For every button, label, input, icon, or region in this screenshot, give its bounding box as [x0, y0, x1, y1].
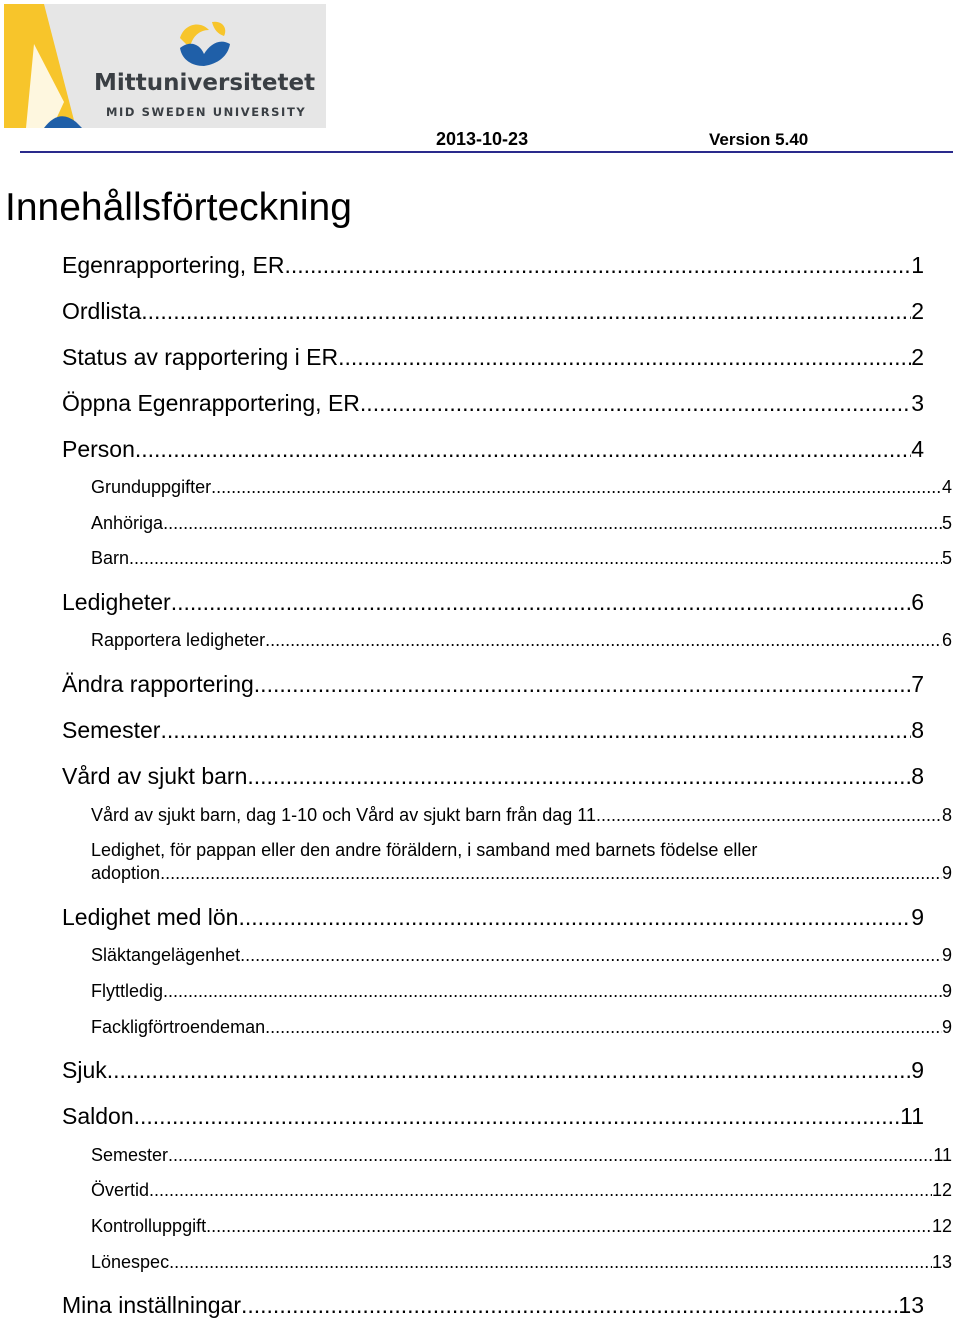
toc-entry-page: 12	[931, 1180, 952, 1200]
toc-entry-title: Barn	[91, 548, 130, 568]
toc-entry-title: Kontrolluppgift	[91, 1216, 207, 1236]
toc-entry-page: 13	[931, 1252, 952, 1272]
toc-leader-dots	[238, 904, 911, 931]
toc-leader-dots	[107, 1057, 911, 1084]
toc-entry-page: 6	[911, 589, 924, 615]
toc-entry-title: Flyttledig	[91, 981, 164, 1001]
toc-entry-page: 7	[911, 671, 924, 697]
toc-entry-page: 8	[911, 717, 924, 743]
toc-subentry[interactable]	[91, 1017, 952, 1038]
toc-entry-title: Status av rapportering i ER	[62, 344, 339, 370]
toc-entry-title: Saldon	[62, 1103, 134, 1129]
page-title: Innehållsförteckning	[5, 186, 352, 229]
toc-entry-title: Vård av sjukt barn	[62, 763, 248, 789]
toc-entry-page: 3	[911, 390, 924, 416]
toc-subentry[interactable]	[91, 1180, 952, 1201]
toc-entry[interactable]	[62, 1057, 924, 1084]
toc-subentry[interactable]	[91, 1216, 952, 1237]
toc-entry-title: Fackligförtroendeman	[91, 1017, 266, 1037]
toc-entry-title: Ledighet med lön	[62, 904, 239, 930]
toc-entry-title: Övertid	[91, 1180, 150, 1200]
toc-entry[interactable]	[62, 344, 924, 371]
toc-leader-dots	[596, 805, 942, 826]
header-divider	[20, 151, 953, 153]
toc-subentry[interactable]	[91, 805, 952, 826]
toc-leader-dots	[165, 863, 942, 884]
toc-entry-title: adoption.	[91, 863, 166, 883]
toc-leader-dots	[284, 252, 911, 279]
toc-leader-dots	[134, 1103, 900, 1130]
toc-entry-page: 5	[941, 513, 952, 533]
toc-leader-dots	[169, 1252, 932, 1273]
toc-subentry-title-line1[interactable]: Ledighet, för pappan eller den andre föräldern, i samband med barnets födelse eller	[91, 840, 758, 860]
toc-entry[interactable]	[62, 298, 924, 325]
toc-leader-dots	[163, 513, 942, 534]
toc-entry-title: Öppna Egenrapportering, ER	[62, 390, 360, 416]
toc-entry-page: 4	[941, 477, 952, 497]
logo-name: Mittuniversitetet	[94, 70, 316, 96]
toc-leader-dots	[168, 1145, 933, 1166]
toc-entry-title: Släktangelägenhet	[91, 945, 241, 965]
toc-entry[interactable]	[62, 1103, 924, 1130]
toc-leader-dots	[135, 436, 911, 463]
toc-entry-page: 11	[933, 1145, 952, 1165]
toc-entry-page: 9	[941, 945, 952, 965]
toc-entry-title: Ledigheter	[62, 589, 171, 615]
toc-entry-page: 2	[911, 344, 924, 370]
toc-leader-dots	[141, 298, 911, 325]
toc-leader-dots	[265, 630, 942, 651]
toc-entry-title: Sjuk	[62, 1057, 107, 1083]
toc-entry-title: Semester	[91, 1145, 169, 1165]
toc-leader-dots	[163, 981, 942, 1002]
toc-entry-page: 4	[911, 436, 924, 462]
toc-subentry[interactable]	[91, 513, 952, 534]
toc-subentry[interactable]	[91, 548, 952, 569]
toc-leader-dots	[149, 1180, 932, 1201]
toc-entry-page: 9	[911, 904, 924, 930]
toc-entry-title: Rapportera ledigheter	[91, 630, 266, 650]
toc-entry-page: 2	[911, 298, 924, 324]
toc-entry-title: Person	[62, 436, 135, 462]
toc-leader-dots	[241, 1292, 898, 1319]
toc-subentry[interactable]	[91, 863, 952, 884]
toc-entry-page: 5	[941, 548, 952, 568]
toc-entry-page: 9	[941, 863, 952, 883]
toc-entry[interactable]	[62, 390, 924, 417]
header-date: 2013-10-23	[436, 129, 529, 149]
toc-entry-title: Anhöriga	[91, 513, 164, 533]
toc-leader-dots	[206, 1216, 932, 1237]
toc-subentry[interactable]	[91, 1145, 952, 1166]
toc-entry-page: 8	[911, 763, 924, 789]
logo-subtitle: MID SWEDEN UNIVERSITY	[106, 105, 307, 119]
toc-leader-dots	[254, 671, 911, 698]
toc-entry[interactable]	[62, 763, 924, 790]
toc-subentry[interactable]	[91, 981, 952, 1002]
toc-subentry[interactable]	[91, 477, 952, 498]
toc-leader-dots	[240, 945, 942, 966]
header-version: Version 5.40	[709, 130, 809, 149]
toc-entry-title: Vård av sjukt barn, dag 1-10 och Vård av sjukt barn från dag 11	[91, 805, 596, 825]
toc-entry-page: 6	[941, 630, 952, 650]
toc-leader-dots	[338, 344, 911, 371]
toc-subentry[interactable]	[91, 1252, 952, 1273]
toc-leader-dots	[129, 548, 942, 569]
toc-entry[interactable]	[62, 436, 924, 463]
toc-leader-dots	[211, 477, 942, 498]
toc-subentry[interactable]	[91, 945, 952, 966]
university-logo	[4, 4, 326, 128]
toc-entry-page: 11	[900, 1103, 924, 1129]
toc-entry-page: 1	[911, 252, 924, 278]
toc-entry-page: 9	[941, 981, 952, 1001]
toc-entry-page: 9	[941, 1017, 952, 1037]
toc-entry-page: 8	[941, 805, 952, 825]
toc-entry[interactable]	[62, 589, 924, 616]
toc-entry[interactable]	[62, 1292, 924, 1319]
toc-leader-dots	[160, 717, 911, 744]
toc-leader-dots	[247, 763, 911, 790]
toc-entry-page: 12	[931, 1216, 952, 1236]
toc-entry-title: Grunduppgifter	[91, 477, 212, 497]
toc-entry-title: Mina inställningar	[62, 1292, 241, 1318]
toc-entry-title: Semester	[62, 717, 161, 743]
toc-entry-page: 9	[911, 1057, 924, 1083]
toc-entry[interactable]	[62, 904, 924, 931]
toc-entry[interactable]	[62, 252, 924, 279]
toc-entry[interactable]	[62, 717, 924, 744]
toc-entry-title: Ordlista	[62, 298, 142, 324]
toc-entry-title: Egenrapportering, ER	[62, 252, 285, 278]
toc-entry[interactable]	[62, 671, 924, 698]
toc-leader-dots	[360, 390, 911, 417]
toc-entry-page: 13	[898, 1292, 924, 1318]
toc-subentry[interactable]	[91, 630, 952, 651]
toc-entry-title: Lönespec	[91, 1252, 170, 1272]
toc-entry-title: Ändra rapportering	[62, 671, 254, 697]
toc-leader-dots	[265, 1017, 942, 1038]
toc-leader-dots	[171, 589, 912, 616]
